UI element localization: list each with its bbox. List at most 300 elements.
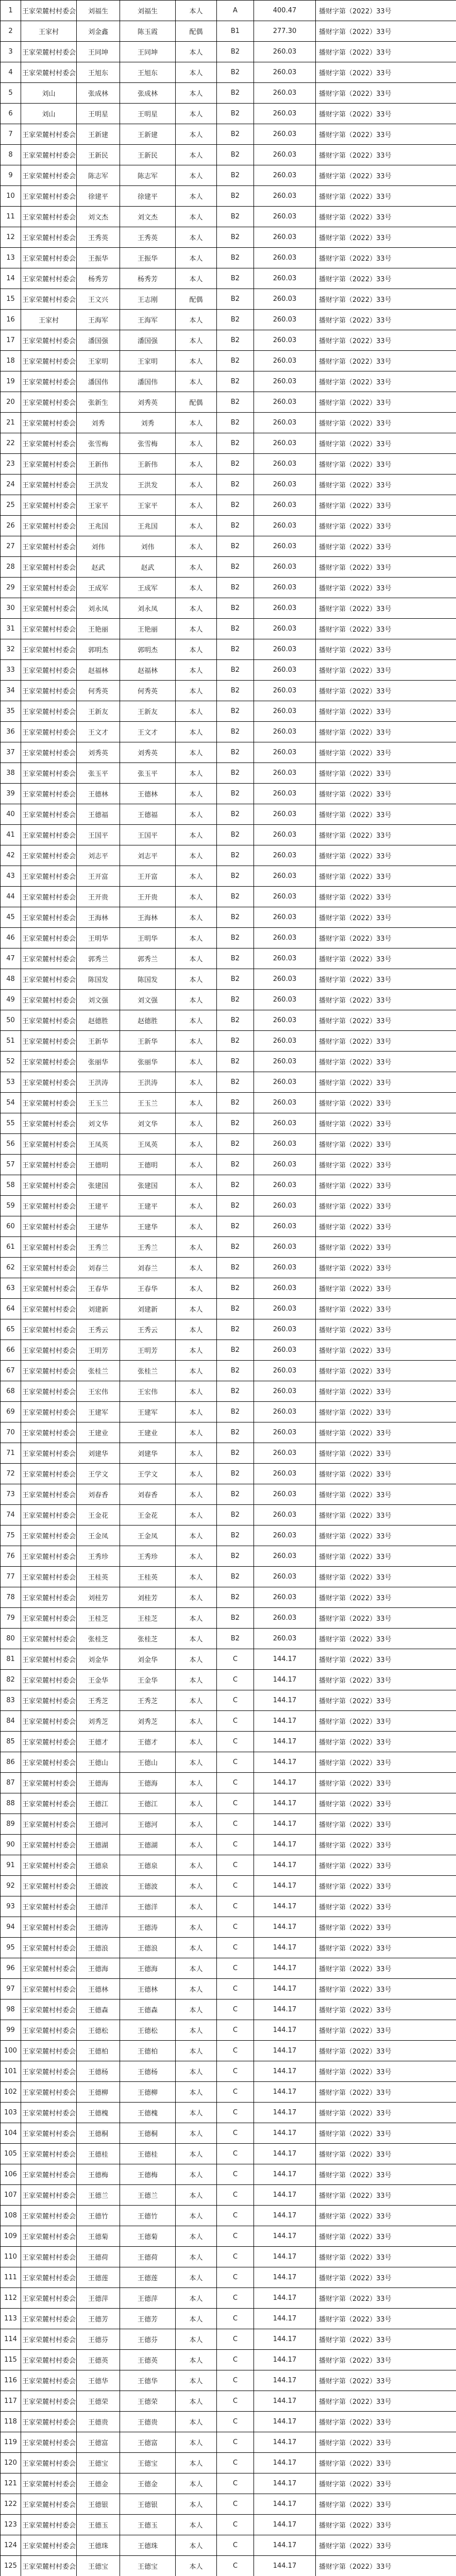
relationship-cell: 本人 — [176, 1237, 217, 1258]
applicant-name-cell: 王新伟 — [77, 454, 120, 474]
amount-cell: 144.17 — [254, 2515, 316, 2535]
village-name-cell: 王家荣麓村村委会 — [21, 1113, 77, 1134]
amount-cell: 260.03 — [254, 1484, 316, 1505]
grade-cell: B2 — [217, 1031, 254, 1052]
applicant-name-cell: 王明华 — [77, 928, 120, 948]
table-row — [1, 948, 456, 969]
row-number-cell: 102 — [1, 2082, 21, 2103]
relationship-cell: 本人 — [176, 227, 217, 248]
document-number-cell: 播财字第（2022）33号 — [316, 1216, 456, 1237]
row-number-cell: 84 — [1, 1711, 21, 1732]
row-number-cell: 88 — [1, 1793, 21, 1814]
grade-cell: B2 — [217, 1134, 254, 1155]
amount-cell: 260.03 — [254, 784, 316, 804]
grade-cell: B2 — [217, 516, 254, 536]
relationship-cell: 本人 — [176, 1958, 217, 1979]
recipient-name-cell: 王德海 — [120, 1958, 176, 1979]
row-number-cell: 109 — [1, 2226, 21, 2247]
document-number-cell: 播财字第（2022）33号 — [316, 2391, 456, 2412]
amount-cell: 144.17 — [254, 2494, 316, 2515]
recipient-name-cell: 王宏伟 — [120, 1381, 176, 1402]
amount-cell: 260.03 — [254, 639, 316, 660]
table-row — [1, 1896, 456, 1917]
document-number-cell: 播财字第（2022）33号 — [316, 1319, 456, 1340]
row-number-cell: 25 — [1, 495, 21, 516]
amount-cell: 260.03 — [254, 804, 316, 825]
grade-cell: C — [217, 1711, 254, 1732]
relationship-cell: 本人 — [176, 804, 217, 825]
village-name-cell: 王家荣麓村村委会 — [21, 1402, 77, 1422]
village-name-cell: 王家荣麓村村委会 — [21, 578, 77, 598]
row-number-cell: 106 — [1, 2164, 21, 2185]
row-number-cell: 85 — [1, 1732, 21, 1752]
village-name-cell: 王家荣麓村村委会 — [21, 474, 77, 495]
document-number-cell: 播财字第（2022）33号 — [316, 1155, 456, 1175]
document-number-cell: 播财字第（2022）33号 — [316, 310, 456, 330]
row-number-cell: 38 — [1, 763, 21, 784]
relationship-cell: 本人 — [176, 701, 217, 722]
recipient-name-cell: 杨秀芳 — [120, 268, 176, 289]
grade-cell: C — [217, 2535, 254, 2556]
table-row — [1, 598, 456, 619]
applicant-name-cell: 张桂兰 — [77, 1361, 120, 1381]
relationship-cell: 本人 — [176, 2288, 217, 2309]
table-row — [1, 2041, 456, 2061]
amount-cell: 144.17 — [254, 2103, 316, 2123]
row-number-cell: 2 — [1, 21, 21, 42]
row-number-cell: 92 — [1, 1876, 21, 1896]
document-number-cell: 播财字第（2022）33号 — [316, 969, 456, 990]
recipient-name-cell: 王德松 — [120, 2020, 176, 2041]
recipient-name-cell: 王德桐 — [120, 2123, 176, 2144]
village-name-cell: 王家荣麓村村委会 — [21, 1299, 77, 1319]
document-number-cell: 播财字第（2022）33号 — [316, 1793, 456, 1814]
amount-cell: 144.17 — [254, 1690, 316, 1711]
table-row — [1, 742, 456, 763]
amount-cell: 260.03 — [254, 866, 316, 887]
village-name-cell: 王家荣麓村村委会 — [21, 2535, 77, 2556]
applicant-name-cell: 王新民 — [77, 145, 120, 165]
document-number-cell: 播财字第（2022）33号 — [316, 1876, 456, 1896]
recipient-name-cell: 王德芬 — [120, 2329, 176, 2350]
document-number-cell: 播财字第（2022）33号 — [316, 1134, 456, 1155]
recipient-name-cell: 王洪涛 — [120, 1072, 176, 1093]
applicant-name-cell: 王德林 — [77, 784, 120, 804]
document-number-cell: 播财字第（2022）33号 — [316, 83, 456, 104]
amount-cell: 144.17 — [254, 2061, 316, 2082]
village-name-cell: 王家荣麓村村委会 — [21, 1134, 77, 1155]
village-name-cell: 王家荣麓村村委会 — [21, 742, 77, 763]
recipient-name-cell: 刘文强 — [120, 990, 176, 1010]
table-row — [1, 104, 456, 124]
relationship-cell: 本人 — [176, 2556, 217, 2576]
row-number-cell: 59 — [1, 1196, 21, 1216]
row-number-cell: 100 — [1, 2041, 21, 2061]
amount-cell: 260.03 — [254, 578, 316, 598]
document-number-cell: 播财字第（2022）33号 — [316, 619, 456, 639]
row-number-cell: 46 — [1, 928, 21, 948]
table-row — [1, 784, 456, 804]
table-row — [1, 1855, 456, 1876]
amount-cell: 260.03 — [254, 763, 316, 784]
grade-cell: C — [217, 1732, 254, 1752]
row-number-cell: 1 — [1, 1, 21, 21]
applicant-name-cell: 王洪涛 — [77, 1072, 120, 1093]
row-number-cell: 26 — [1, 516, 21, 536]
village-name-cell: 王家荣麓村村委会 — [21, 1814, 77, 1835]
grade-cell: B2 — [217, 62, 254, 83]
amount-cell: 260.03 — [254, 598, 316, 619]
table-row — [1, 1608, 456, 1629]
amount-cell: 144.17 — [254, 1958, 316, 1979]
applicant-name-cell: 王新建 — [77, 124, 120, 145]
village-name-cell: 王家荣麓村村委会 — [21, 1093, 77, 1113]
row-number-cell: 54 — [1, 1093, 21, 1113]
table-row — [1, 413, 456, 433]
village-name-cell: 王家荣麓村村委会 — [21, 969, 77, 990]
recipient-name-cell: 王德英 — [120, 2350, 176, 2370]
recipient-name-cell: 徐建平 — [120, 186, 176, 207]
amount-cell: 260.03 — [254, 1526, 316, 1546]
table-row — [1, 1567, 456, 1587]
row-number-cell: 16 — [1, 310, 21, 330]
relationship-cell: 本人 — [176, 1072, 217, 1093]
document-number-cell: 播财字第（2022）33号 — [316, 1196, 456, 1216]
recipient-name-cell: 陈国发 — [120, 969, 176, 990]
recipient-name-cell: 王新华 — [120, 1031, 176, 1052]
village-name-cell: 王家荣麓村村委会 — [21, 1010, 77, 1031]
document-number-cell: 播财字第（2022）33号 — [316, 1999, 456, 2020]
document-number-cell: 播财字第（2022）33号 — [316, 495, 456, 516]
document-number-cell: 播财字第（2022）33号 — [316, 557, 456, 578]
amount-cell: 260.03 — [254, 207, 316, 227]
row-number-cell: 101 — [1, 2061, 21, 2082]
village-name-cell: 王家荣麓村村委会 — [21, 639, 77, 660]
applicant-name-cell: 王家明 — [77, 351, 120, 371]
grade-cell: C — [217, 2370, 254, 2391]
recipient-name-cell: 王秀云 — [120, 1319, 176, 1340]
grade-cell: C — [217, 1835, 254, 1855]
village-name-cell: 王家荣麓村村委会 — [21, 1938, 77, 1958]
grade-cell: B1 — [217, 21, 254, 42]
table-row — [1, 1773, 456, 1793]
village-name-cell: 王家荣麓村村委会 — [21, 1773, 77, 1793]
document-number-cell: 播财字第（2022）33号 — [316, 1979, 456, 1999]
relationship-cell: 本人 — [176, 1031, 217, 1052]
recipient-name-cell: 刘永凤 — [120, 598, 176, 619]
table-row — [1, 1340, 456, 1361]
grade-cell: C — [217, 1793, 254, 1814]
grade-cell: B2 — [217, 1629, 254, 1649]
applicant-name-cell: 徐建平 — [77, 186, 120, 207]
recipient-name-cell: 王德槐 — [120, 2103, 176, 2123]
grade-cell: B2 — [217, 1072, 254, 1093]
relationship-cell: 本人 — [176, 742, 217, 763]
document-number-cell: 播财字第（2022）33号 — [316, 742, 456, 763]
grade-cell: B2 — [217, 1196, 254, 1216]
amount-cell: 260.03 — [254, 145, 316, 165]
applicant-name-cell: 王建华 — [77, 1216, 120, 1237]
recipient-name-cell: 王德菊 — [120, 2226, 176, 2247]
village-name-cell: 王家荣麓村村委会 — [21, 2185, 77, 2206]
recipient-name-cell: 王德芳 — [120, 2309, 176, 2329]
grade-cell: B2 — [217, 1587, 254, 1608]
village-name-cell: 王家荣麓村村委会 — [21, 1278, 77, 1299]
document-number-cell: 播财字第（2022）33号 — [316, 1567, 456, 1587]
amount-cell: 260.03 — [254, 1299, 316, 1319]
document-number-cell: 播财字第（2022）33号 — [316, 124, 456, 145]
table-row — [1, 1155, 456, 1175]
row-number-cell: 64 — [1, 1299, 21, 1319]
relationship-cell: 本人 — [176, 1010, 217, 1031]
row-number-cell: 79 — [1, 1608, 21, 1629]
relationship-cell: 本人 — [176, 330, 217, 351]
table-row — [1, 845, 456, 866]
table-row — [1, 557, 456, 578]
recipient-name-cell: 王德荣 — [120, 2391, 176, 2412]
relationship-cell: 本人 — [176, 1052, 217, 1072]
recipient-name-cell: 刘春香 — [120, 1484, 176, 1505]
grade-cell: B2 — [217, 495, 254, 516]
row-number-cell: 49 — [1, 990, 21, 1010]
amount-cell: 144.17 — [254, 2556, 316, 2576]
recipient-name-cell: 王德玉 — [120, 2515, 176, 2535]
applicant-name-cell: 张成林 — [77, 83, 120, 104]
recipient-name-cell: 王德桂 — [120, 2144, 176, 2164]
amount-cell: 260.03 — [254, 1629, 316, 1649]
relationship-cell: 本人 — [176, 1587, 217, 1608]
grade-cell: B2 — [217, 619, 254, 639]
document-number-cell: 播财字第（2022）33号 — [316, 948, 456, 969]
relationship-cell: 本人 — [176, 1855, 217, 1876]
village-name-cell: 王家荣麓村村委会 — [21, 1835, 77, 1855]
relationship-cell: 本人 — [176, 2453, 217, 2473]
document-number-cell: 播财字第（2022）33号 — [316, 1526, 456, 1546]
relationship-cell: 本人 — [176, 1835, 217, 1855]
relationship-cell: 本人 — [176, 660, 217, 681]
relationship-cell: 本人 — [176, 42, 217, 62]
relationship-cell: 本人 — [176, 2267, 217, 2288]
applicant-name-cell: 王德河 — [77, 1814, 120, 1835]
grade-cell: C — [217, 2020, 254, 2041]
applicant-name-cell: 王德金 — [77, 2473, 120, 2494]
recipient-name-cell: 王秀珍 — [120, 1546, 176, 1567]
row-number-cell: 20 — [1, 392, 21, 413]
relationship-cell: 本人 — [176, 2391, 217, 2412]
amount-cell: 260.03 — [254, 557, 316, 578]
table-row — [1, 83, 456, 104]
relationship-cell: 本人 — [176, 1402, 217, 1422]
table-row — [1, 289, 456, 310]
amount-cell: 277.30 — [254, 21, 316, 42]
document-number-cell: 播财字第（2022）33号 — [316, 1175, 456, 1196]
table-row — [1, 2267, 456, 2288]
relationship-cell: 本人 — [176, 1381, 217, 1402]
grade-cell: C — [217, 1773, 254, 1793]
relationship-cell: 本人 — [176, 1793, 217, 1814]
relationship-cell: 本人 — [176, 928, 217, 948]
recipient-name-cell: 王德莲 — [120, 2267, 176, 2288]
relationship-cell: 本人 — [176, 2082, 217, 2103]
table-row — [1, 310, 456, 330]
recipient-name-cell: 张桂兰 — [120, 1361, 176, 1381]
recipient-name-cell: 王德宝 — [120, 2453, 176, 2473]
recipient-name-cell: 王凤英 — [120, 1134, 176, 1155]
table-row — [1, 21, 456, 42]
table-row — [1, 1464, 456, 1484]
document-number-cell: 播财字第（2022）33号 — [316, 1381, 456, 1402]
row-number-cell: 51 — [1, 1031, 21, 1052]
relationship-cell: 本人 — [176, 2185, 217, 2206]
amount-cell: 144.17 — [254, 1835, 316, 1855]
village-name-cell: 王家荣麓村村委会 — [21, 2288, 77, 2309]
grade-cell: C — [217, 1649, 254, 1670]
applicant-name-cell: 杨秀芳 — [77, 268, 120, 289]
document-number-cell: 播财字第（2022）33号 — [316, 1361, 456, 1381]
recipient-name-cell: 刘伟 — [120, 536, 176, 557]
relationship-cell: 本人 — [176, 1155, 217, 1175]
amount-cell: 260.03 — [254, 1464, 316, 1484]
recipient-name-cell: 王同坤 — [120, 42, 176, 62]
village-name-cell: 王家荣麓村村委会 — [21, 1443, 77, 1464]
village-name-cell: 王家荣麓村村委会 — [21, 2164, 77, 2185]
village-name-cell: 王家荣麓村村委会 — [21, 2267, 77, 2288]
table-body — [1, 1, 456, 2576]
relationship-cell: 本人 — [176, 990, 217, 1010]
relationship-cell: 本人 — [176, 371, 217, 392]
document-number-cell: 播财字第（2022）33号 — [316, 330, 456, 351]
document-number-cell: 播财字第（2022）33号 — [316, 1896, 456, 1917]
amount-cell: 260.03 — [254, 413, 316, 433]
document-number-cell: 播财字第（2022）33号 — [316, 1732, 456, 1752]
applicant-name-cell: 刘秀 — [77, 413, 120, 433]
amount-cell: 144.17 — [254, 1732, 316, 1752]
recipient-name-cell: 赵武 — [120, 557, 176, 578]
relationship-cell: 本人 — [176, 104, 217, 124]
document-number-cell: 播财字第（2022）33号 — [316, 1278, 456, 1299]
village-name-cell: 王家荣麓村村委会 — [21, 2226, 77, 2247]
document-number-cell: 播财字第（2022）33号 — [316, 1340, 456, 1361]
relationship-cell: 本人 — [176, 1690, 217, 1711]
recipient-name-cell: 郭明杰 — [120, 639, 176, 660]
grade-cell: B2 — [217, 1381, 254, 1402]
grade-cell: B2 — [217, 1216, 254, 1237]
applicant-name-cell: 王德荷 — [77, 2247, 120, 2267]
document-number-cell: 播财字第（2022）33号 — [316, 2473, 456, 2494]
grade-cell: B2 — [217, 42, 254, 62]
table-row — [1, 1629, 456, 1649]
applicant-name-cell: 王旭东 — [77, 62, 120, 83]
recipient-name-cell: 王德福 — [120, 804, 176, 825]
row-number-cell: 37 — [1, 742, 21, 763]
recipient-name-cell: 刘秀 — [120, 413, 176, 433]
recipient-name-cell: 赵福林 — [120, 660, 176, 681]
table-row — [1, 536, 456, 557]
village-name-cell: 王家荣麓村村委会 — [21, 2206, 77, 2226]
applicant-name-cell: 王桂芝 — [77, 1608, 120, 1629]
applicant-name-cell: 王明星 — [77, 104, 120, 124]
document-number-cell: 播财字第（2022）33号 — [316, 145, 456, 165]
document-number-cell: 播财字第（2022）33号 — [316, 2061, 456, 2082]
row-number-cell: 83 — [1, 1690, 21, 1711]
table-row — [1, 1876, 456, 1896]
recipient-name-cell: 王成军 — [120, 578, 176, 598]
grade-cell: C — [217, 2309, 254, 2329]
amount-cell: 260.03 — [254, 268, 316, 289]
row-number-cell: 52 — [1, 1052, 21, 1072]
relationship-cell: 本人 — [176, 2226, 217, 2247]
applicant-name-cell: 刘秀英 — [77, 742, 120, 763]
table-row — [1, 1237, 456, 1258]
document-number-cell: 播财字第（2022）33号 — [316, 784, 456, 804]
village-name-cell: 王家荣麓村村委会 — [21, 1629, 77, 1649]
village-name-cell: 王家荣麓村村委会 — [21, 1258, 77, 1278]
grade-cell: B2 — [217, 371, 254, 392]
amount-cell: 260.03 — [254, 227, 316, 248]
table-row — [1, 1196, 456, 1216]
applicant-name-cell: 王同坤 — [77, 42, 120, 62]
table-row — [1, 1732, 456, 1752]
village-name-cell: 王家荣麓村村委会 — [21, 2247, 77, 2267]
table-row — [1, 1175, 456, 1196]
table-row — [1, 1917, 456, 1938]
village-name-cell: 王家荣麓村村委会 — [21, 1, 77, 21]
row-number-cell: 53 — [1, 1072, 21, 1093]
relationship-cell: 本人 — [176, 1340, 217, 1361]
applicant-name-cell: 王德浪 — [77, 1938, 120, 1958]
grade-cell: B2 — [217, 1052, 254, 1072]
recipient-name-cell: 刘文华 — [120, 1113, 176, 1134]
applicant-name-cell: 王凤英 — [77, 1134, 120, 1155]
applicant-name-cell: 王艳丽 — [77, 619, 120, 639]
grade-cell: C — [217, 2494, 254, 2515]
grade-cell: B2 — [217, 392, 254, 413]
document-number-cell: 播财字第（2022）33号 — [316, 2267, 456, 2288]
grade-cell: B2 — [217, 330, 254, 351]
amount-cell: 260.03 — [254, 392, 316, 413]
table-row — [1, 42, 456, 62]
village-name-cell: 王家荣麓村村委会 — [21, 2350, 77, 2370]
document-number-cell: 播财字第（2022）33号 — [316, 1422, 456, 1443]
amount-cell: 260.03 — [254, 948, 316, 969]
table-row — [1, 722, 456, 742]
recipient-name-cell: 王德林 — [120, 784, 176, 804]
relationship-cell: 本人 — [176, 2432, 217, 2453]
relationship-cell: 本人 — [176, 2123, 217, 2144]
row-number-cell: 98 — [1, 1999, 21, 2020]
amount-cell: 144.17 — [254, 1896, 316, 1917]
village-name-cell: 王家荣麓村村委会 — [21, 598, 77, 619]
amount-cell: 260.03 — [254, 887, 316, 907]
grade-cell: C — [217, 2123, 254, 2144]
recipient-name-cell: 陈志军 — [120, 165, 176, 186]
village-name-cell: 王家荣麓村村委会 — [21, 619, 77, 639]
table-row — [1, 1093, 456, 1113]
table-row — [1, 1422, 456, 1443]
document-number-cell: 播财字第（2022）33号 — [316, 1237, 456, 1258]
grade-cell: C — [217, 2453, 254, 2473]
amount-cell: 260.03 — [254, 1237, 316, 1258]
document-number-cell: 播财字第（2022）33号 — [316, 268, 456, 289]
amount-cell: 144.17 — [254, 2267, 316, 2288]
table-row — [1, 763, 456, 784]
row-number-cell: 71 — [1, 1443, 21, 1464]
recipient-name-cell: 王艳丽 — [120, 619, 176, 639]
document-number-cell: 播财字第（2022）33号 — [316, 866, 456, 887]
village-name-cell: 王家荣麓村村委会 — [21, 1175, 77, 1196]
row-number-cell: 122 — [1, 2494, 21, 2515]
village-name-cell: 王家荣麓村村委会 — [21, 1484, 77, 1505]
